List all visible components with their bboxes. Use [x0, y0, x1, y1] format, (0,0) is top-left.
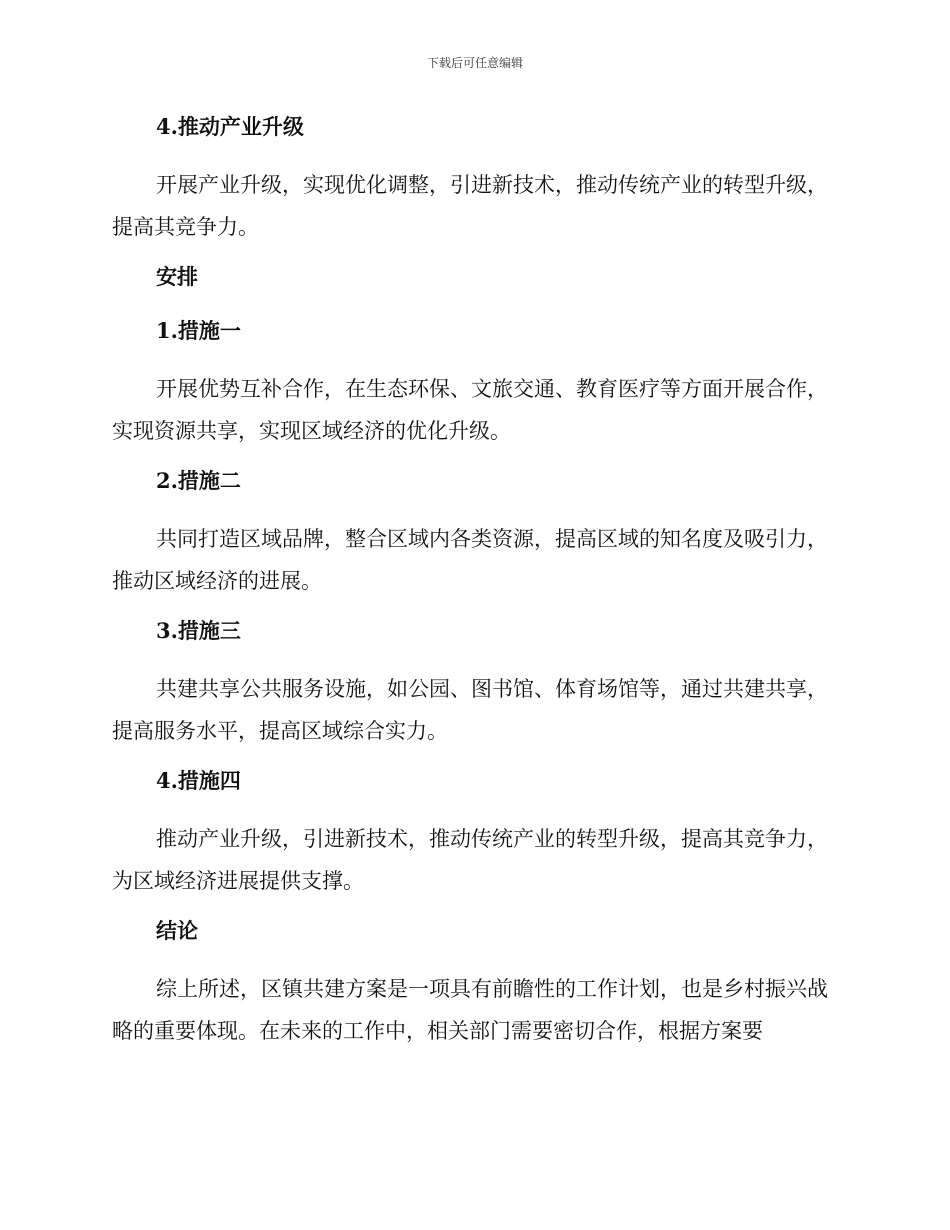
paragraph-measure-4: 推动产业升级，引进新技术，推动传统产业的转型升级，提高其竞争力，为区域经济进展提供支撑。 — [112, 827, 828, 893]
header-note: 下载后可任意编辑 — [426, 56, 523, 70]
section-heading-measure-2: 2.措施二 — [156, 468, 241, 493]
paragraph-conclusion: 综上所述，区镇共建方案是一项具有前瞻性的工作计划，也是乡村振兴战略的重要体现。在未来的工作中，相关部门需要密切合作，根据方案要 — [112, 977, 828, 1043]
section-heading-measure-1: 1.措施一 — [156, 318, 241, 343]
section-heading-arrangement: 安排 — [156, 264, 198, 289]
section-heading-measure-4: 4.措施四 — [156, 768, 241, 793]
document-body — [112, 110, 834, 1052]
paragraph-measure-1: 开展优势互补合作，在生态环保、文旅交通、教育医疗等方面开展合作，实现资源共享，实现区域经济的优化升级。 — [112, 377, 828, 443]
section-heading-measure-3: 3.措施三 — [156, 618, 241, 643]
paragraph-measure-2: 共同打造区域品牌，整合区域内各类资源，提高区域的知名度及吸引力，推动区域经济的进展。 — [112, 527, 828, 593]
paragraph-promote-industry: 开展产业升级，实现优化调整，引进新技术，推动传统产业的转型升级，提高其竞争力。 — [112, 173, 828, 239]
paragraph-measure-3: 共建共享公共服务设施，如公园、图书馆、体育场馆等，通过共建共享，提高服务水平，提高区域综合实力。 — [112, 677, 828, 743]
section-heading-conclusion: 结论 — [156, 918, 198, 943]
section-heading-promote-industry: 4.推动产业升级 — [156, 114, 304, 139]
